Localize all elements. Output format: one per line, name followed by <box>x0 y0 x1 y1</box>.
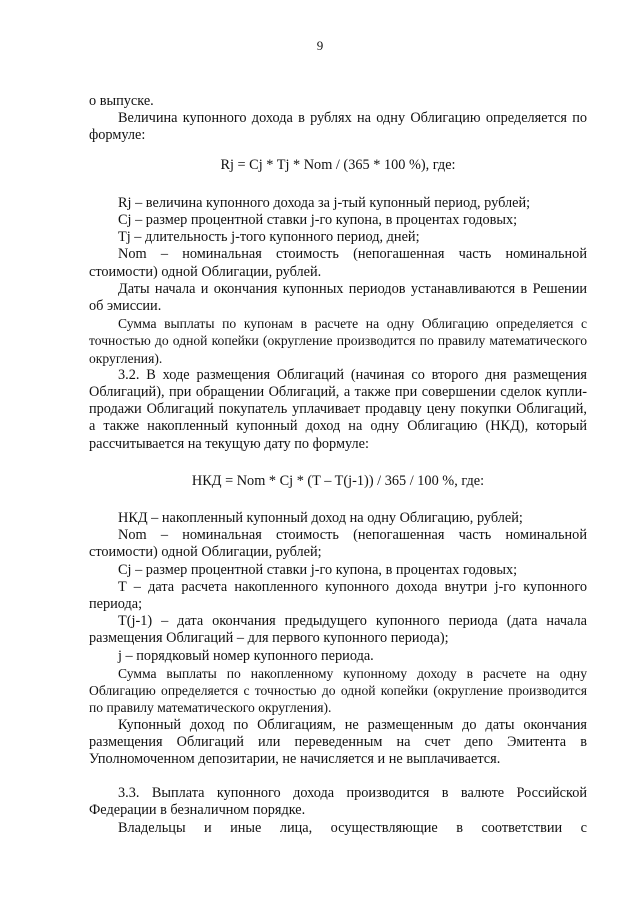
section-3-3: 3.3. Выплата купонного дохода производится в валюте Российской Федерации в безналичном порядке. <box>89 785 587 819</box>
paragraph: Владельцы и иные лица, осуществляющие в соответствии с <box>118 819 587 836</box>
formula-definition: j – порядковый номер купонного периода. <box>118 647 374 664</box>
formula-definition: НКД – накопленный купонный доход на одну Облигацию, рублей; <box>118 510 523 527</box>
formula-definition: Cj – размер процентной ставки j-го купона, в процентах годовых; <box>118 212 518 229</box>
paragraph: Сумма выплаты по купонам в расчете на одну Облигацию определяется с точностью до одной копейки (округление производится по правилу математического округления). <box>89 316 587 366</box>
formula-definition: Tj – длительность j-того купонного период, дней; <box>118 229 420 246</box>
paragraph-gap <box>89 768 587 785</box>
paragraph: Даты начала и окончания купонных периодов устанавливаются в Решении об эмиссии. <box>89 280 587 315</box>
document-body <box>89 93 587 837</box>
paragraph: Купонный доход по Облигациям, не размещенным до даты окончания размещения Облигаций или переведенным на счет депо Эмитента в Уполномоченном депозитарии, не начисляется и не выплачивается. <box>89 716 587 767</box>
section-3-2: 3.2. В ходе размещения Облигаций (начиная со второго дня размещения Облигаций), при обращении Облигаций, а также при совершении сделок купли-продажи Облигаций покупатель уплачивает продавцу цену покупки Облигаций, а также накопленный купонный доход на одну Облигацию (НКД), который рассчитывается на текущую дату по формуле: <box>89 366 587 452</box>
coupon-income-formula: Rj = Cj * Tj * Nom / (365 * 100 %), где: <box>220 156 456 173</box>
formula-definition: T – дата расчета накопленного купонного дохода внутри j-го купонного периода; <box>89 578 587 613</box>
accrued-coupon-formula: НКД = Nom * Cj * (T – T(j-1)) / 365 / 100 %, где: <box>191 472 485 489</box>
formula-definition: Rj – величина купонного дохода за j-тый купонный период, рублей; <box>118 194 531 211</box>
formula-definition: Nom – номинальная стоимость (непогашенная часть номинальной стоимости) одной Облигации, рублей. <box>89 246 587 280</box>
paragraph: Величина купонного дохода в рублях на одну Облигацию определяется по формуле: <box>89 110 587 144</box>
formula-definition: Nom – номинальная стоимость (непогашенная часть номинальной стоимости) одной Облигации, рублей; <box>89 527 587 561</box>
paragraph: о выпуске. <box>89 93 154 109</box>
paragraph: Сумма выплаты по накопленному купонному доходу в расчете на одну Облигацию определяется с точностью до одной копейки (округление производится по правилу математического округления). <box>89 665 587 716</box>
formula-definition: T(j-1) – дата окончания предыдущего купонного периода (дата начала размещения Облигаций – для первого купонного периода); <box>89 613 587 647</box>
formula-definition: Cj – размер процентной ставки j-го купона, в процентах годовых; <box>118 561 518 578</box>
page-number: 9 <box>316 38 324 53</box>
